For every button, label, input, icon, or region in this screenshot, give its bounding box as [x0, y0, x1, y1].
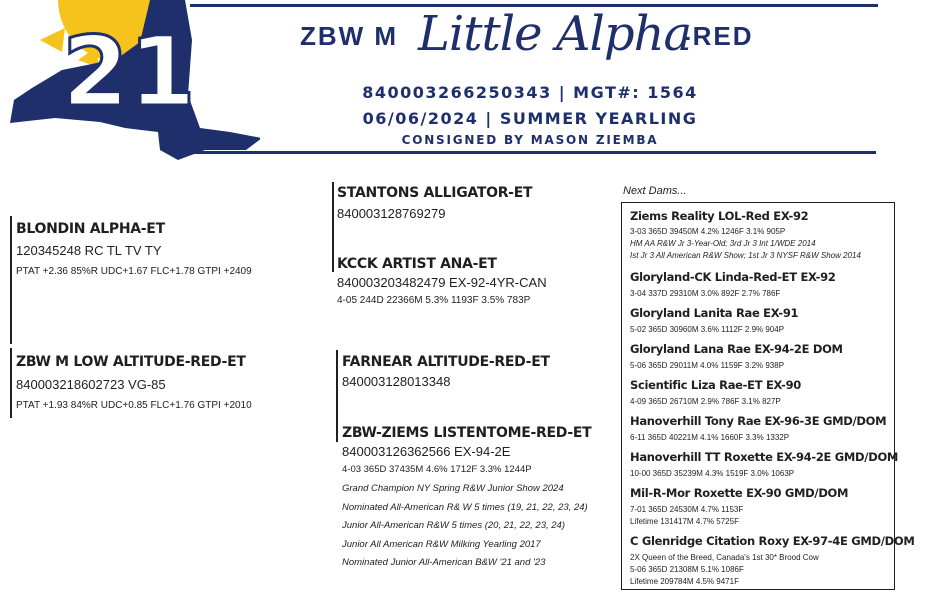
next-dam-record: 5-06 365D 29011M 4.0% 1159F 3.2% 938P — [630, 361, 785, 370]
dam-dam-id: 840003126362566 EX-94-2E — [342, 444, 511, 459]
next-dam-name: Gloryland Lana Rae EX-94-2E DOM — [630, 342, 843, 356]
dam-sire-id: 840003128013348 — [342, 374, 451, 389]
next-dam-note: 2X Queen of the Breed, Canada's 1st 30* Brood Cow — [630, 553, 819, 562]
sale-date-line: 06/06/2024 | SUMMER YEARLING — [362, 109, 698, 128]
next-dam-record: 5-02 365D 30960M 3.6% 1112F 2.9% 904P — [630, 325, 785, 334]
logo-number: 21 — [62, 16, 196, 128]
next-dam-name: Scientific Liza Rae-ET EX-90 — [630, 378, 802, 392]
header-rule-bottom — [190, 151, 876, 154]
next-dam-record: 7-01 365D 24530M 4.7% 1153F — [630, 505, 744, 514]
next-dams-heading: Next Dams... — [623, 185, 687, 197]
next-dam-name: Gloryland-CK Linda-Red-ET EX-92 — [630, 270, 836, 284]
sire-dam-id: 840003203482479 EX-92-4YR-CAN — [337, 275, 547, 290]
sire-dam-record: 4-05 244D 22366M 5.3% 1193F 3.5% 783P — [337, 295, 531, 306]
dam-id: 840003218602723 VG-85 — [16, 377, 166, 392]
next-dam-lifetime: Lifetime 131417M 4.7% 5725F — [630, 517, 739, 526]
sire-name: BLONDIN ALPHA-ET — [16, 221, 165, 237]
next-dam-name: Gloryland Lanita Rae EX-91 — [630, 306, 799, 320]
next-dam-record: 5-06 365D 21308M 5.1% 1086F — [630, 565, 744, 574]
animal-title — [300, 6, 820, 76]
ny-logo — [0, 0, 260, 165]
title-prefix: ZBW M — [300, 21, 399, 51]
next-dam-lifetime: Lifetime 209784M 4.5% 9471F — [630, 577, 739, 586]
next-dam-honor: Ist Jr 3 All American R&W Show; 1st Jr 3 NYSF R&W Show 2014 — [630, 251, 861, 260]
dam-dam-honor: Junior All American R&W Milking Yearling 2017 — [342, 539, 541, 550]
dam-sire-name: FARNEAR ALTITUDE-RED-ET — [342, 354, 550, 370]
dam-sire-bracket — [336, 350, 338, 442]
next-dams-box — [621, 202, 915, 590]
next-dam-record: 3-03 365D 39450M 4.2% 1246F 3.1% 905P — [630, 227, 786, 236]
sire-bracket — [10, 216, 12, 344]
sire-sire-id: 840003128769279 — [337, 206, 446, 221]
dam-dam-record: 4-03 365D 37435M 4.6% 1712F 3.3% 1244P — [342, 464, 532, 475]
next-dam-name: Mil-R-Mor Roxette EX-90 GMD/DOM — [630, 486, 849, 500]
title-script: Little Alpha — [418, 6, 692, 62]
dam-dam-honor: Nominated Junior All-American B&W '21 and '23 — [342, 557, 546, 568]
consignor-line: CONSIGNED BY MASON ZIEMBA — [401, 133, 659, 147]
next-dam-name: C Glenridge Citation Roxy EX-97-4E GMD/DOM — [630, 534, 915, 548]
dam-dam-honor: Grand Champion NY Spring R&W Junior Show 2024 — [342, 483, 564, 494]
next-dam-honor: HM AA R&W Jr 3-Year-Old; 3rd Jr 3 Int 1/WDE 2014 — [630, 239, 816, 248]
dam-dam-honor: Junior All-American R&W 5 times (20, 21, 22, 23, 24) — [342, 520, 565, 531]
dam-stats: PTAT +1.93 84%R UDC+0.85 FLC+1.76 GTPI +2010 — [16, 400, 252, 411]
sire-sire-bracket — [332, 182, 334, 272]
next-dam-name: Hanoverhill TT Roxette EX-94-2E GMD/DOM — [630, 450, 899, 464]
dam-dam-name: ZBW-ZIEMS LISTENTOME-RED-ET — [342, 425, 592, 441]
sire-stats: PTAT +2.36 85%R UDC+1.67 FLC+1.78 GTPI +2409 — [16, 266, 252, 277]
next-dam-name: Ziems Reality LOL-Red EX-92 — [630, 209, 809, 223]
next-dam-record: 6-11 365D 40221M 4.1% 1660F 3.3% 1332P — [630, 433, 790, 442]
title-suffix: -RED — [682, 21, 754, 51]
dam-name: ZBW M LOW ALTITUDE-RED-ET — [16, 354, 246, 370]
next-dam-name: Hanoverhill Tony Rae EX-96-3E GMD/DOM — [630, 414, 887, 428]
next-dam-record: 3-04 337D 29310M 3.0% 892F 2.7% 786F — [630, 289, 781, 298]
sire-dam-name: KCCK ARTIST ANA-ET — [337, 256, 497, 272]
next-dam-record: 4-09 365D 26710M 2.9% 786F 3.1% 827P — [630, 397, 781, 406]
sire-id: 120345248 RC TL TV TY — [16, 243, 162, 258]
sire-sire-name: STANTONS ALLIGATOR-ET — [337, 185, 533, 201]
dam-bracket — [10, 348, 12, 418]
next-dam-record: 10-00 365D 35239M 4.3% 1519F 3.0% 1063P — [630, 469, 795, 478]
dam-dam-honor: Nominated All-American R& W 5 times (19, 21, 22, 23, 24) — [342, 502, 588, 513]
registration-line: 840003266250343 | MGT#: 1564 — [362, 83, 698, 102]
